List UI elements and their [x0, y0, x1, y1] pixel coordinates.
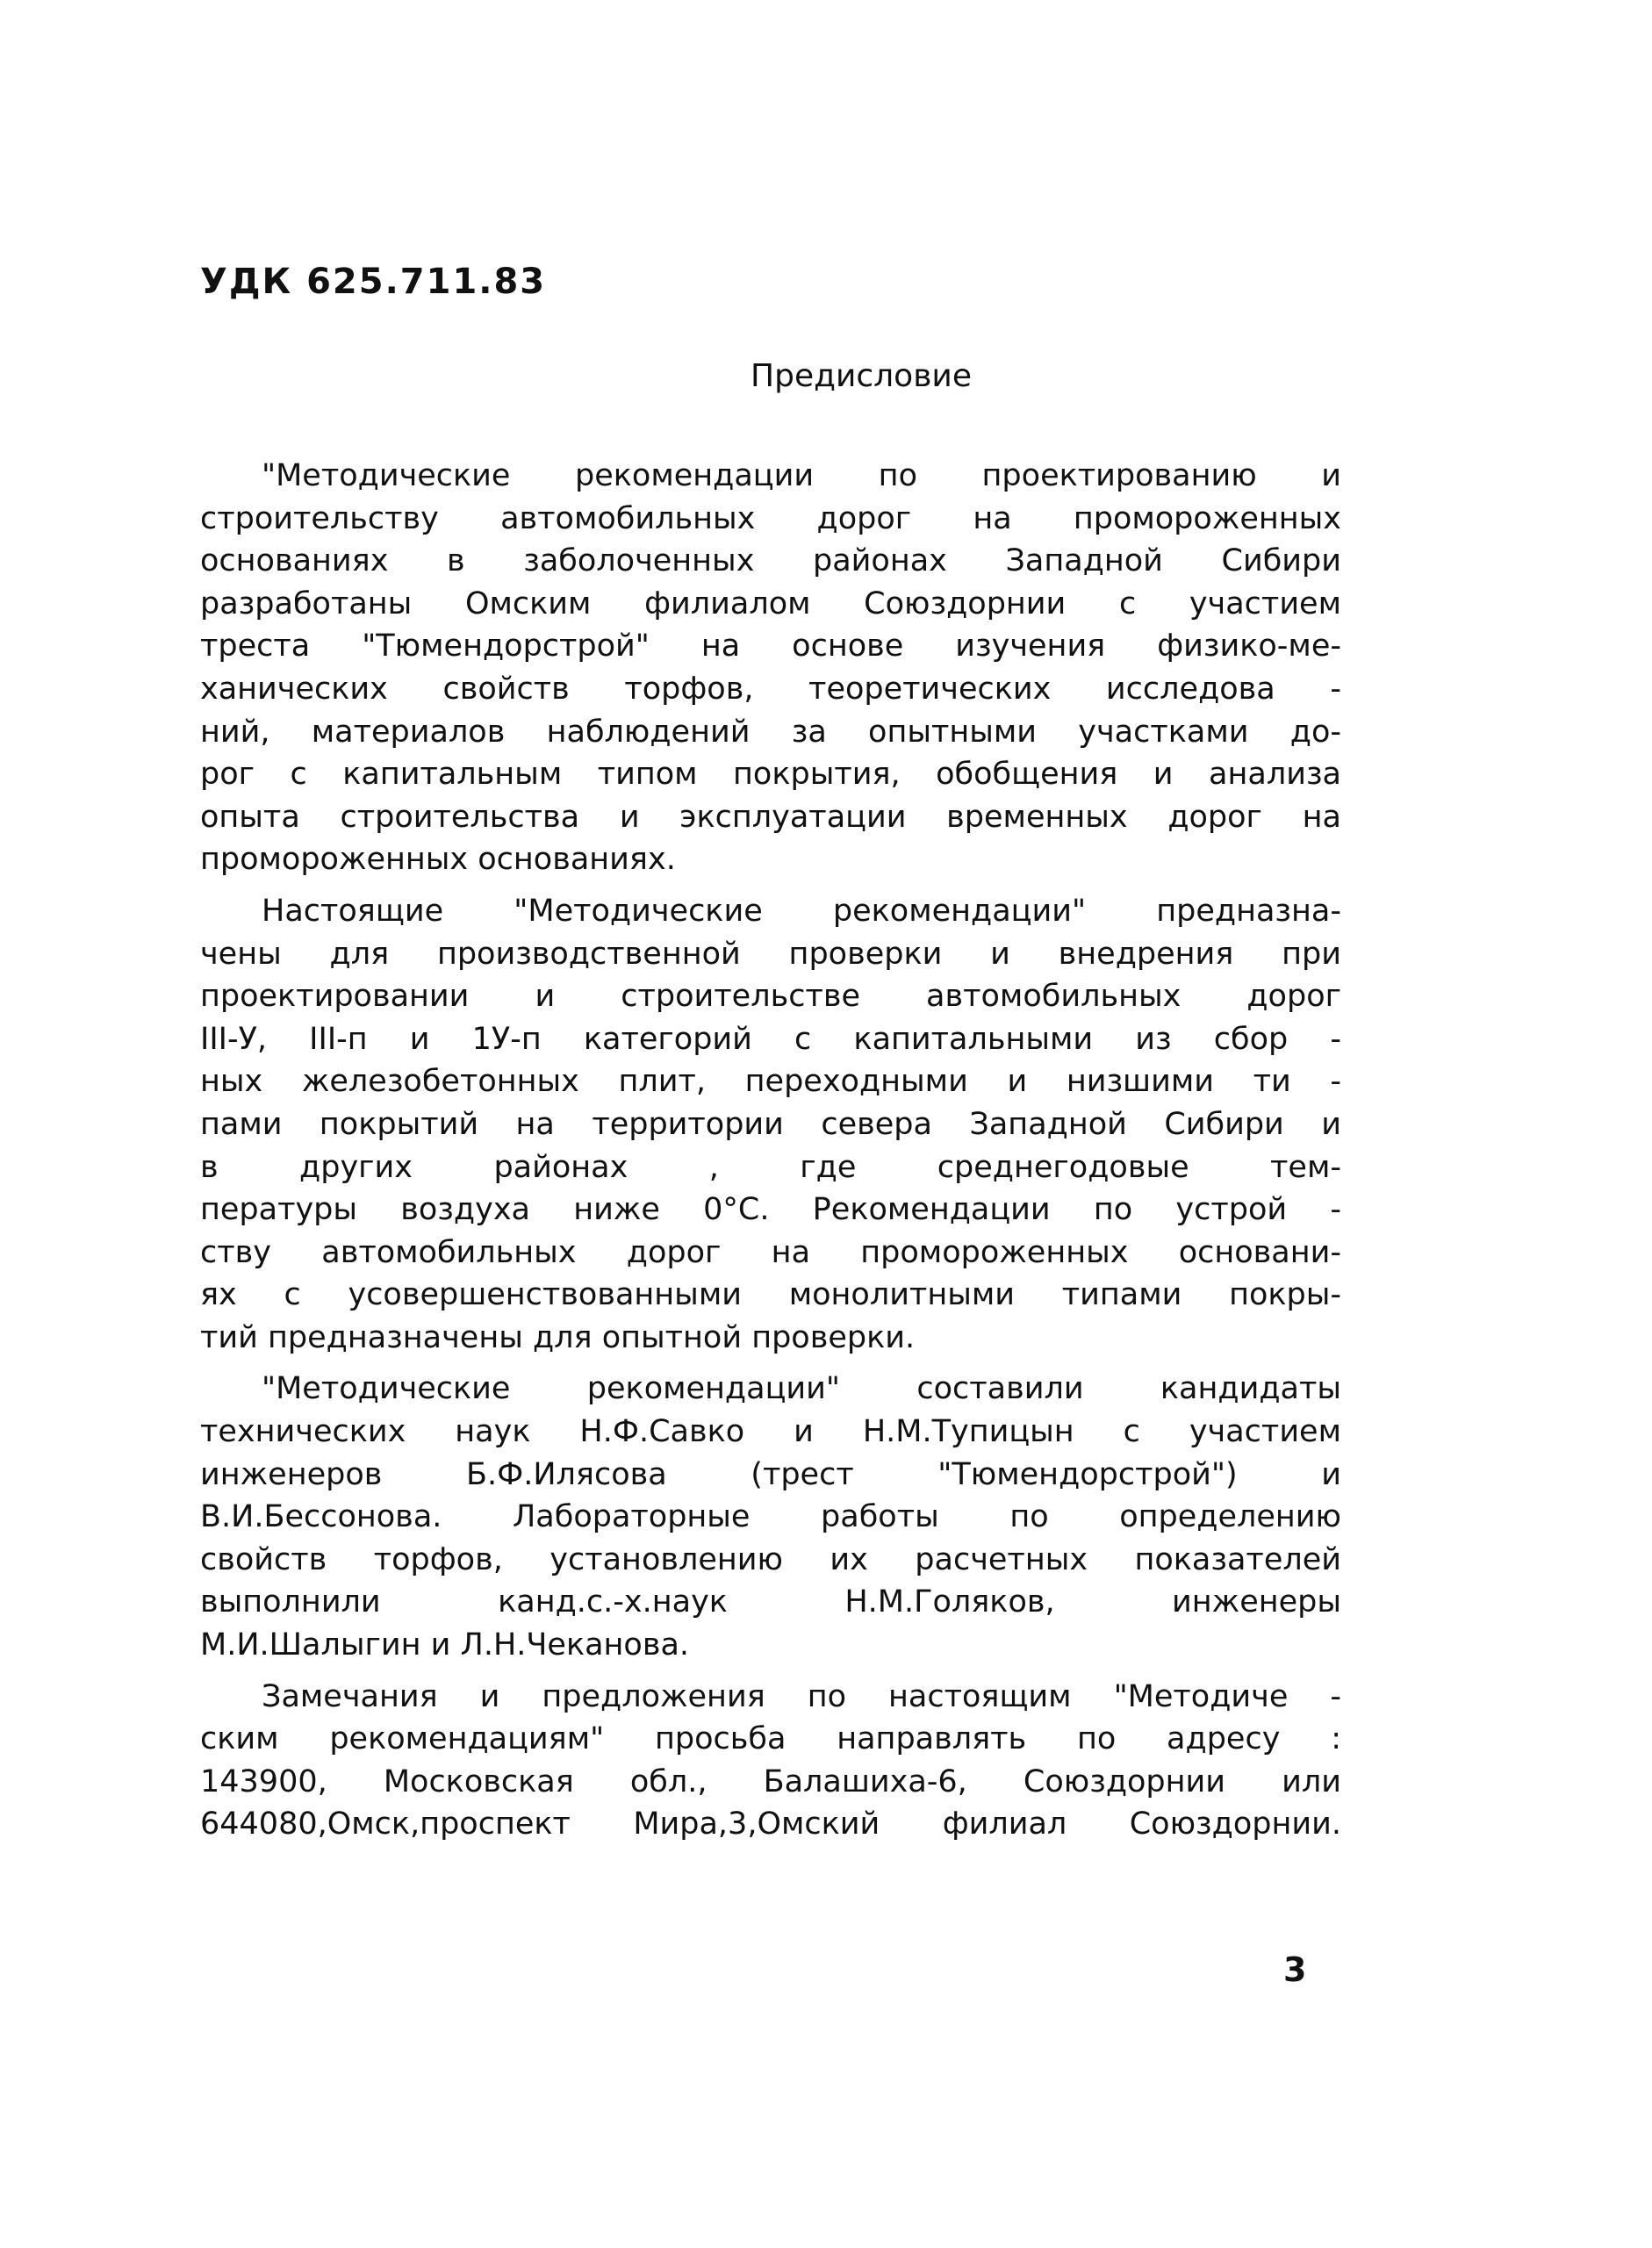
text-line: ных железобетонных плит, переходными и низшими ти -: [200, 1064, 1341, 1100]
udk-code: УДК 625.711.83: [200, 262, 547, 302]
text-line: 143900, Московская обл., Балашиха-6, Союздорнии или: [200, 1763, 1341, 1799]
text-line: инженеров Б.Ф.Илясова (трест "Тюмендорстрой") и: [200, 1456, 1341, 1492]
text-line: В.И.Бессонова. Лабораторные работы по определению: [200, 1499, 1341, 1535]
paragraph-3: [200, 1368, 1341, 1666]
text-line: проектировании и строительстве автомобильных дорог: [200, 979, 1341, 1015]
text-line: ний, материалов наблюдений за опытными участками до-: [200, 714, 1341, 750]
section-title: [0, 358, 1652, 394]
text-line: промороженных основаниях.: [200, 842, 676, 878]
text-line: рог с капитальным типом покрытия, обобщения и анализа: [200, 757, 1341, 793]
text-line: строительству автомобильных дорог на промороженных: [200, 500, 1341, 536]
text-line: ским рекомендациям" просьба направлять по адресу :: [200, 1721, 1341, 1757]
paragraph-1: [200, 455, 1341, 881]
text-line: 644080,Омск,проспект Мира,3,Омский филиал Союздорнии.: [200, 1806, 1341, 1842]
text-line: Настоящие "Методические рекомендации" предназна-: [262, 893, 1341, 929]
text-line: выполнили канд.с.-х.наук Н.М.Голяков, инженеры: [200, 1584, 1341, 1620]
paragraph-4: [200, 1676, 1341, 1846]
text-line: технических наук Н.Ф.Савко и Н.М.Тупицын с участием: [200, 1414, 1341, 1450]
paragraph-2: [200, 890, 1341, 1360]
text-line: "Методические рекомендации по проектированию и: [262, 458, 1341, 493]
text-line: пературы воздуха ниже 0°С. Рекомендации по устрой -: [200, 1192, 1341, 1228]
text-line: ству автомобильных дорог на промороженных основани-: [200, 1234, 1341, 1270]
text-line: основаниях в заболоченных районах Западной Сибири: [200, 543, 1341, 579]
text-line: III-У, III-п и 1У-п категорий с капитальными из сбор -: [200, 1021, 1341, 1057]
text-line: свойств торфов, установлению их расчетных показателей: [200, 1541, 1341, 1577]
text-line: М.И.Шалыгин и Л.Н.Чеканова.: [200, 1627, 690, 1663]
text-line: треста "Тюмендорстрой" на основе изучения физико-ме-: [200, 628, 1341, 664]
text-line: ях с усовершенствованными монолитными типами покры-: [200, 1277, 1341, 1313]
preface-heading: Предисловие: [751, 358, 972, 394]
text-line: Замечания и предложения по настоящим "Методиче -: [262, 1678, 1341, 1714]
text-line: опыта строительства и эксплуатации временных дорог на: [200, 799, 1341, 835]
text-line: разработаны Омским филиалом Союздорнии с участием: [200, 585, 1341, 621]
text-line: ханических свойств торфов, теоретических исследова -: [200, 671, 1341, 707]
text-line: тий предназначены для опытной проверки.: [200, 1319, 916, 1355]
text-line: пами покрытий на территории севера Западной Сибири и: [200, 1106, 1341, 1142]
text-line: в других районах , где среднегодовые тем-: [200, 1149, 1341, 1185]
text-line: "Методические рекомендации" составили кандидаты: [262, 1371, 1341, 1407]
preface-body: [200, 455, 1341, 1855]
text-line: чены для производственной проверки и внедрения при: [200, 936, 1341, 972]
page-number: 3: [1283, 1950, 1307, 1989]
